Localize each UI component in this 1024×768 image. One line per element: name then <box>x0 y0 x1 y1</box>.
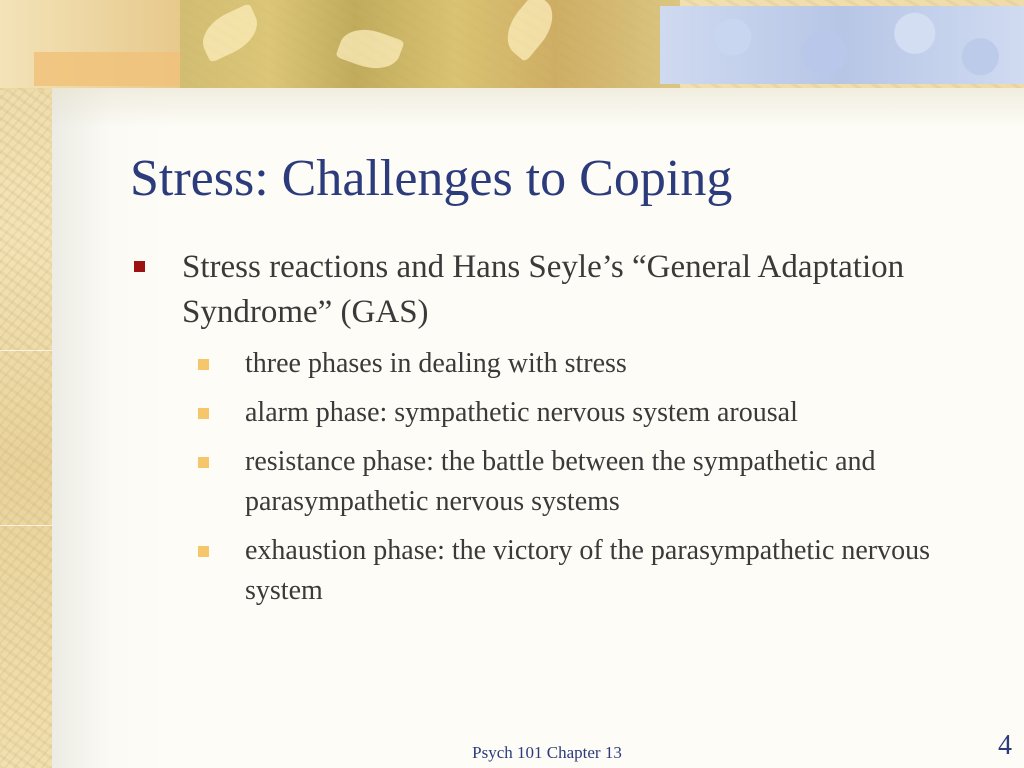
slide-title: Stress: Challenges to Coping <box>130 150 733 207</box>
square-bullet-icon <box>198 408 209 419</box>
sub-bullet-item <box>182 442 990 522</box>
leaf-shape <box>195 3 265 63</box>
bullet-item-level1 <box>130 245 990 335</box>
left-decorative-strip <box>0 0 52 768</box>
square-bullet-icon <box>198 457 209 468</box>
banner-shadow <box>52 88 1024 128</box>
page-number: 4 <box>998 730 1012 761</box>
strip-seam <box>0 350 52 351</box>
orange-accent-bar <box>34 52 180 86</box>
sub-bullet-item <box>182 344 990 384</box>
sub-bullet-text: exhaustion phase: the victory of the parasympathetic nervous system <box>245 535 931 606</box>
strip-seam <box>0 525 52 526</box>
square-bullet-icon <box>198 359 209 370</box>
square-bullet-icon <box>134 261 145 272</box>
leaf-shape <box>335 21 404 77</box>
bullet-text: Stress reactions and Hans Seyle’s “General Adaptation Syndrome” (GAS) <box>182 249 905 330</box>
sub-bullet-item <box>182 393 990 433</box>
bullet-list <box>130 245 990 611</box>
top-corner-panel <box>0 0 180 88</box>
blue-texture-banner <box>660 6 1024 84</box>
sub-bullet-text: alarm phase: sympathetic nervous system arousal <box>245 397 798 428</box>
sub-bullet-text: three phases in dealing with stress <box>245 348 627 379</box>
slide-footer: Psych 101 Chapter 13 <box>472 743 622 762</box>
square-bullet-icon <box>198 546 209 557</box>
sub-bullet-item <box>182 531 990 611</box>
sub-bullet-text: resistance phase: the battle between the sympathetic and parasympathetic nervous systems <box>245 446 876 517</box>
leaf-photo-banner <box>180 0 680 88</box>
leaf-shape <box>496 0 564 62</box>
